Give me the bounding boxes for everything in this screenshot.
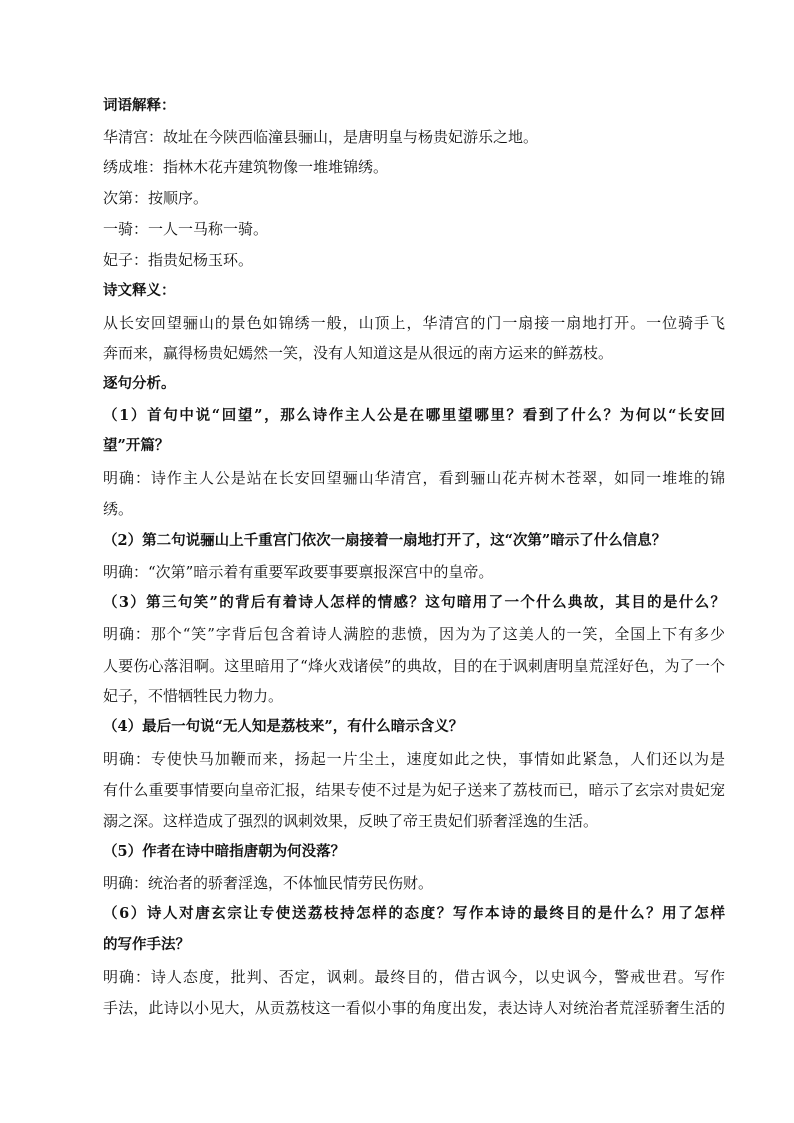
paragraph-line: 从长安回望骊山的景色如锦绣一般，山顶上，华清宫的门一扇接一扇地打开。一位骑手飞 — [103, 314, 725, 332]
answer-line: 妃子，不惜牺牲民力物力。 — [103, 687, 284, 705]
answer-line: 明确：那个“笑”字背后包含着诗人满腔的悲愤，因为为了这美人的一笑，全国上下有多少 — [103, 625, 725, 643]
vocab-item: 绣成堆：指林木花卉建筑物像一堆堆锦绣。 — [103, 158, 389, 176]
question-line: （1）首句中说“回望”，那么诗作主人公是在哪里望哪里？看到了什么？为何以“长安回 — [103, 407, 725, 424]
question-line: （2）第二句说骊山上千重宫门依次一扇接着一扇地打开了，这“次第”暗示了什么信息？ — [103, 532, 667, 549]
question-line: （4）最后一句说“无人知是荔枝来”，有什么暗示含义？ — [103, 718, 464, 735]
section-heading-vocab: 词语解释： — [103, 97, 176, 114]
vocab-item: 一骑：一人一马称一骑。 — [103, 220, 269, 238]
vocab-item: 次第：按顺序。 — [103, 189, 209, 207]
answer-line: 明确：“次第”暗示着有重要军政要事要禀报深宫中的皇帝。 — [103, 563, 494, 581]
section-heading-translation: 诗文释义： — [103, 282, 176, 299]
answer-line: 明确：统治者的骄奢淫逸，不体恤民情劳民伤财。 — [103, 874, 434, 892]
question-line: （3）第三句笑”的背后有着诗人怎样的情感？这句暗用了一个什么典故，其目的是什么？ — [103, 594, 725, 611]
answer-line: 有什么重要事情要向皇帝汇报，结果专使不过是为妃子送来了荔枝而已，暗示了玄宗对贵妃宠 — [103, 781, 725, 799]
answer-line: 明确：诗人态度，批判、否定，讽刺。最终目的，借古讽今，以史讽今，警戒世君。写作 — [103, 968, 725, 986]
answer-line: 溺之深。这样造成了强烈的讽刺效果，反映了帝王贵妃们骄奢淫逸的生活。 — [103, 812, 599, 830]
answer-line: 绣。 — [103, 500, 134, 518]
vocab-item: 华清宫：故址在今陕西临潼县骊山，是唐明皇与杨贵妃游乐之地。 — [103, 128, 539, 146]
question-line: （5）作者在诗中暗指唐朝为何没落？ — [103, 843, 346, 860]
question-line: 的写作手法？ — [103, 936, 190, 953]
answer-line: 明确：诗作主人公是站在长安回望骊山华清宫，看到骊山花卉树木苍翠，如同一堆堆的锦 — [103, 469, 725, 487]
question-line: 望”开篇？ — [103, 437, 170, 454]
answer-line: 手法，此诗以小见大，从贡荔枝这一看似小事的角度出发，表达诗人对统治者荒淫骄奢生活的 — [103, 999, 725, 1017]
vocab-item: 妃子：指贵妃杨玉环。 — [103, 251, 254, 269]
question-line: （6）诗人对唐玄宗让专使送荔枝持怎样的态度？写作本诗的最终目的是什么？用了怎样 — [103, 905, 725, 922]
section-heading-analysis: 逐句分析。 — [103, 375, 176, 392]
answer-line: 明确：专使快马加鞭而来，扬起一片尘土，速度如此之快，事情如此紧急，人们还以为是 — [103, 750, 725, 768]
paragraph-line: 奔而来，赢得杨贵妃嫣然一笑，没有人知道这是从很远的南方运来的鲜荔枝。 — [103, 344, 614, 362]
answer-line: 人要伤心落泪啊。这里暗用了“烽火戏诸侯”的典故，目的在于讽刺唐明皇荒淫好色，为了一个 — [103, 657, 725, 675]
